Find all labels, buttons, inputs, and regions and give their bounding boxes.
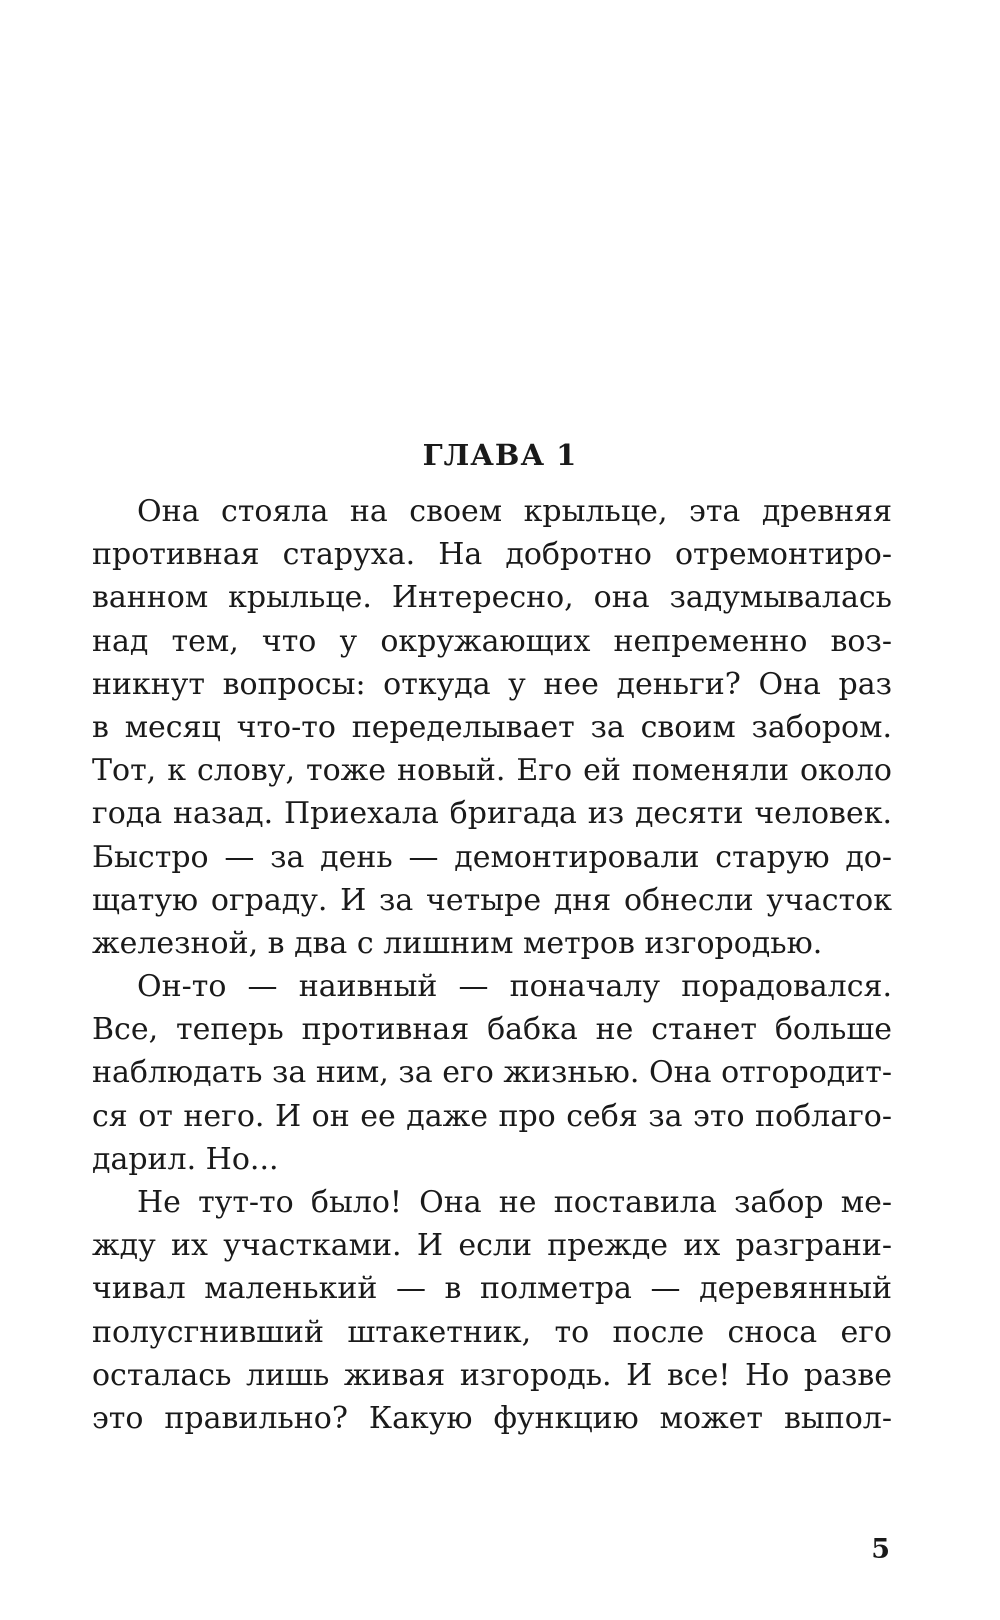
chapter-body xyxy=(92,490,892,1440)
text-line: чивал маленький — в полметра — деревянный xyxy=(92,1271,892,1307)
text-line: дарил. Но... xyxy=(92,1141,279,1177)
text-line: Быстро — за день — демонтировали старую до- xyxy=(92,839,892,875)
text-line: железной, в два с лишним метров изгородью. xyxy=(92,925,823,961)
text-line: ся от него. И он ее даже про себя за это поблаго- xyxy=(92,1098,892,1134)
text-line: осталась лишь живая изгородь. И все! Но разве xyxy=(92,1357,892,1393)
text-line: года назад. Приехала бригада из десяти человек. xyxy=(92,796,892,832)
text-line: Он-то — наивный — поначалу порадовался. xyxy=(137,969,892,1005)
text-line: жду их участками. И если прежде их разграни- xyxy=(92,1228,892,1264)
page-number: 5 xyxy=(871,1534,890,1565)
text-line: наблюдать за ним, за его жизнью. Она отгородит- xyxy=(92,1055,892,1091)
text-line: Все, теперь противная бабка не станет больше xyxy=(92,1012,892,1048)
text-line: щатую ограду. И за четыре дня обнесли участок xyxy=(92,882,892,918)
text-line: это правильно? Какую функцию может выпол- xyxy=(92,1400,892,1436)
text-line: в месяц что-то переделывает за своим забором. xyxy=(92,709,892,745)
text-line: Тот, к слову, тоже новый. Его ей поменяли около xyxy=(92,753,892,789)
text-line: Не тут-то было! Она не поставила забор ме- xyxy=(137,1185,892,1220)
text-line: полусгнивший штакетник, то после сноса его xyxy=(92,1314,892,1350)
text-line: ванном крыльце. Интересно, она задумывалась xyxy=(92,580,892,616)
text-line: Она стояла на своем крыльце, эта древняя xyxy=(137,494,892,529)
text-line: никнут вопросы: откуда у нее деньги? Она раз xyxy=(92,666,892,702)
chapter-title: ГЛАВА 1 xyxy=(422,438,578,472)
text-line: противная старуха. На добротно отремонтиро- xyxy=(92,537,892,573)
text-line: над тем, что у окружающих непременно воз- xyxy=(92,623,892,659)
